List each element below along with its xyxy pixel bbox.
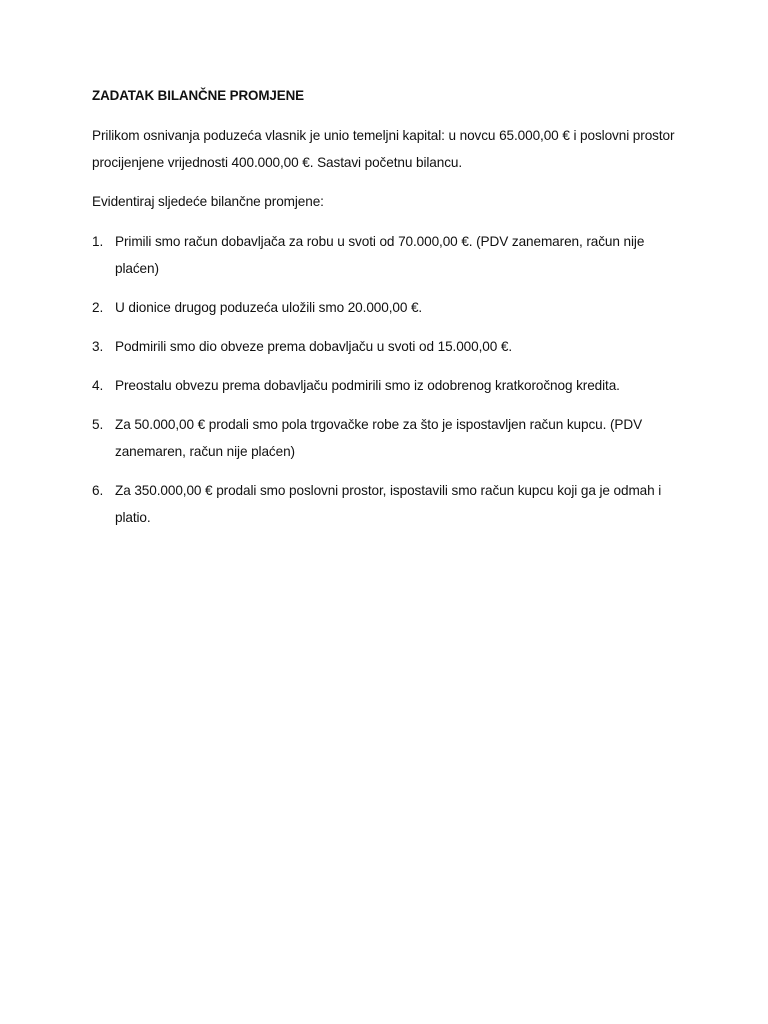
instruction-paragraph: Evidentiraj sljedeće bilančne promjene:	[92, 194, 324, 209]
task-text: Preostalu obvezu prema dobavljaču podmirili smo iz odobrenog kratkoročnog kredita.	[115, 378, 620, 393]
task-item	[92, 333, 682, 360]
task-number: 1.	[92, 234, 104, 249]
task-number: 5.	[92, 417, 104, 432]
task-number: 3.	[92, 339, 104, 354]
task-item	[92, 228, 682, 282]
task-text: Podmirili smo dio obveze prema dobavljaču u svoti od 15.000,00 €.	[115, 339, 513, 354]
intro-paragraph: Prilikom osnivanja poduzeća vlasnik je unio temeljni kapital: u novcu 65.000,00 € i poslovni prostor procijenjene vrijednosti 400.000,00 €. Sastavi početnu bilancu.	[92, 128, 675, 170]
task-item	[92, 477, 682, 531]
task-item	[92, 372, 682, 399]
task-list	[92, 228, 682, 531]
task-text: U dionice drugog poduzeća uložili smo 20.000,00 €.	[115, 300, 423, 315]
task-number: 2.	[92, 300, 104, 315]
task-number: 4.	[92, 378, 104, 393]
task-text: Za 350.000,00 € prodali smo poslovni prostor, ispostavili smo račun kupcu koji ga je odmah i platio.	[115, 483, 662, 525]
task-item	[92, 411, 682, 465]
task-text: Za 50.000,00 € prodali smo pola trgovačke robe za što je ispostavljen račun kupcu. (PDV zanemaren, račun nije plaćen)	[115, 417, 643, 459]
document-title: ZADATAK BILANČNE PROMJENE	[92, 88, 304, 103]
task-text: Primili smo račun dobavljača za robu u svoti od 70.000,00 €. (PDV zanemaren, račun nije plaćen)	[115, 234, 645, 276]
document-body	[92, 86, 682, 543]
task-item	[92, 294, 682, 321]
task-number: 6.	[92, 483, 104, 498]
